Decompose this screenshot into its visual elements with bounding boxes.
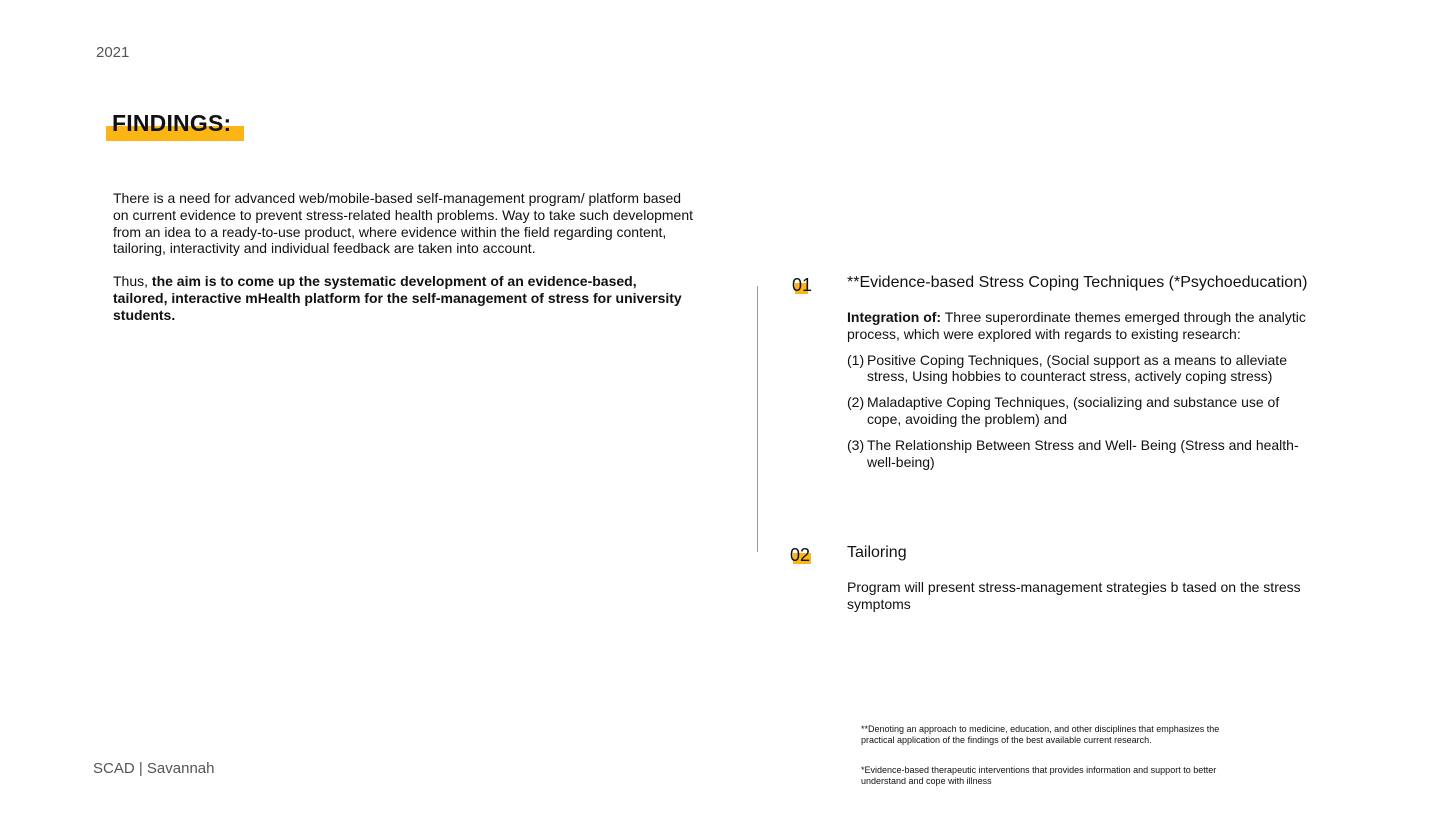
list-item (847, 394, 1317, 428)
item-number-01 (792, 275, 812, 296)
list-marker: (1) (847, 351, 865, 368)
item-number-02 (790, 545, 810, 566)
list-item-text: Positive Coping Techniques, (Social support as a means to alleviate stress, Using hobbies to counteract stress, actively coping stress) (867, 351, 1287, 385)
item-title-02: Tailoring (847, 544, 907, 561)
list-marker: (2) (847, 394, 865, 411)
footnote: *Evidence-based therapeutic interventions that provides information and support to better understand and cope with illness (861, 764, 1217, 786)
list-item-text: Maladaptive Coping Techniques, (socializing and substance use of cope, avoiding the problem) and (867, 394, 1280, 427)
integration-text: Three superordinate themes emerged through the analytic process, which were explored with regards to existing research: (847, 309, 1306, 342)
footer-label: SCAD | Savannah (93, 760, 215, 777)
footnotes (861, 724, 1241, 805)
footnote: **Denoting an approach to medicine, education, and other disciplines that emphasizes the practical application of the findings of the best available current research. (861, 724, 1220, 746)
intro-paragraph-1: There is a need for advanced web/mobile-based self-management program/ platform based on current evidence to prevent stress-related health problems. Way to take such development from an idea to a ready-to-use product, where evidence within the field regarding content, tailoring, interactivity and individual feedback are taken into account. (113, 190, 694, 257)
themes-list (847, 352, 1317, 471)
integration-paragraph (847, 309, 1317, 343)
intro-lead: Thus, (113, 273, 152, 290)
list-item (847, 352, 1317, 386)
intro-text (113, 190, 693, 340)
page-title-block (106, 110, 232, 137)
intro-paragraph-2 (113, 273, 693, 323)
item-number-text: 01 (792, 275, 813, 295)
integration-label: Integration of: (847, 309, 942, 325)
list-marker: (3) (847, 436, 865, 453)
item-title-01: **Evidence-based Stress Coping Techniques (*Psychoeducation) (847, 274, 1308, 291)
page-title: FINDINGS: (112, 110, 232, 136)
list-item (847, 437, 1317, 471)
year-label: 2021 (96, 44, 130, 61)
divider-line (757, 286, 758, 552)
list-item-text: The Relationship Between Stress and Well- Being (Stress and health-well-being) (867, 436, 1299, 470)
item-body-02: Program will present stress-management strategies b tased on the stress symptoms (847, 579, 1301, 612)
item-number-text: 02 (790, 545, 811, 565)
item-body-01 (847, 309, 1317, 479)
intro-aim: the aim is to come up the systematic development of an evidence-based, tailored, interactive mHealth platform for the self-management of stress for university students. (113, 273, 682, 323)
